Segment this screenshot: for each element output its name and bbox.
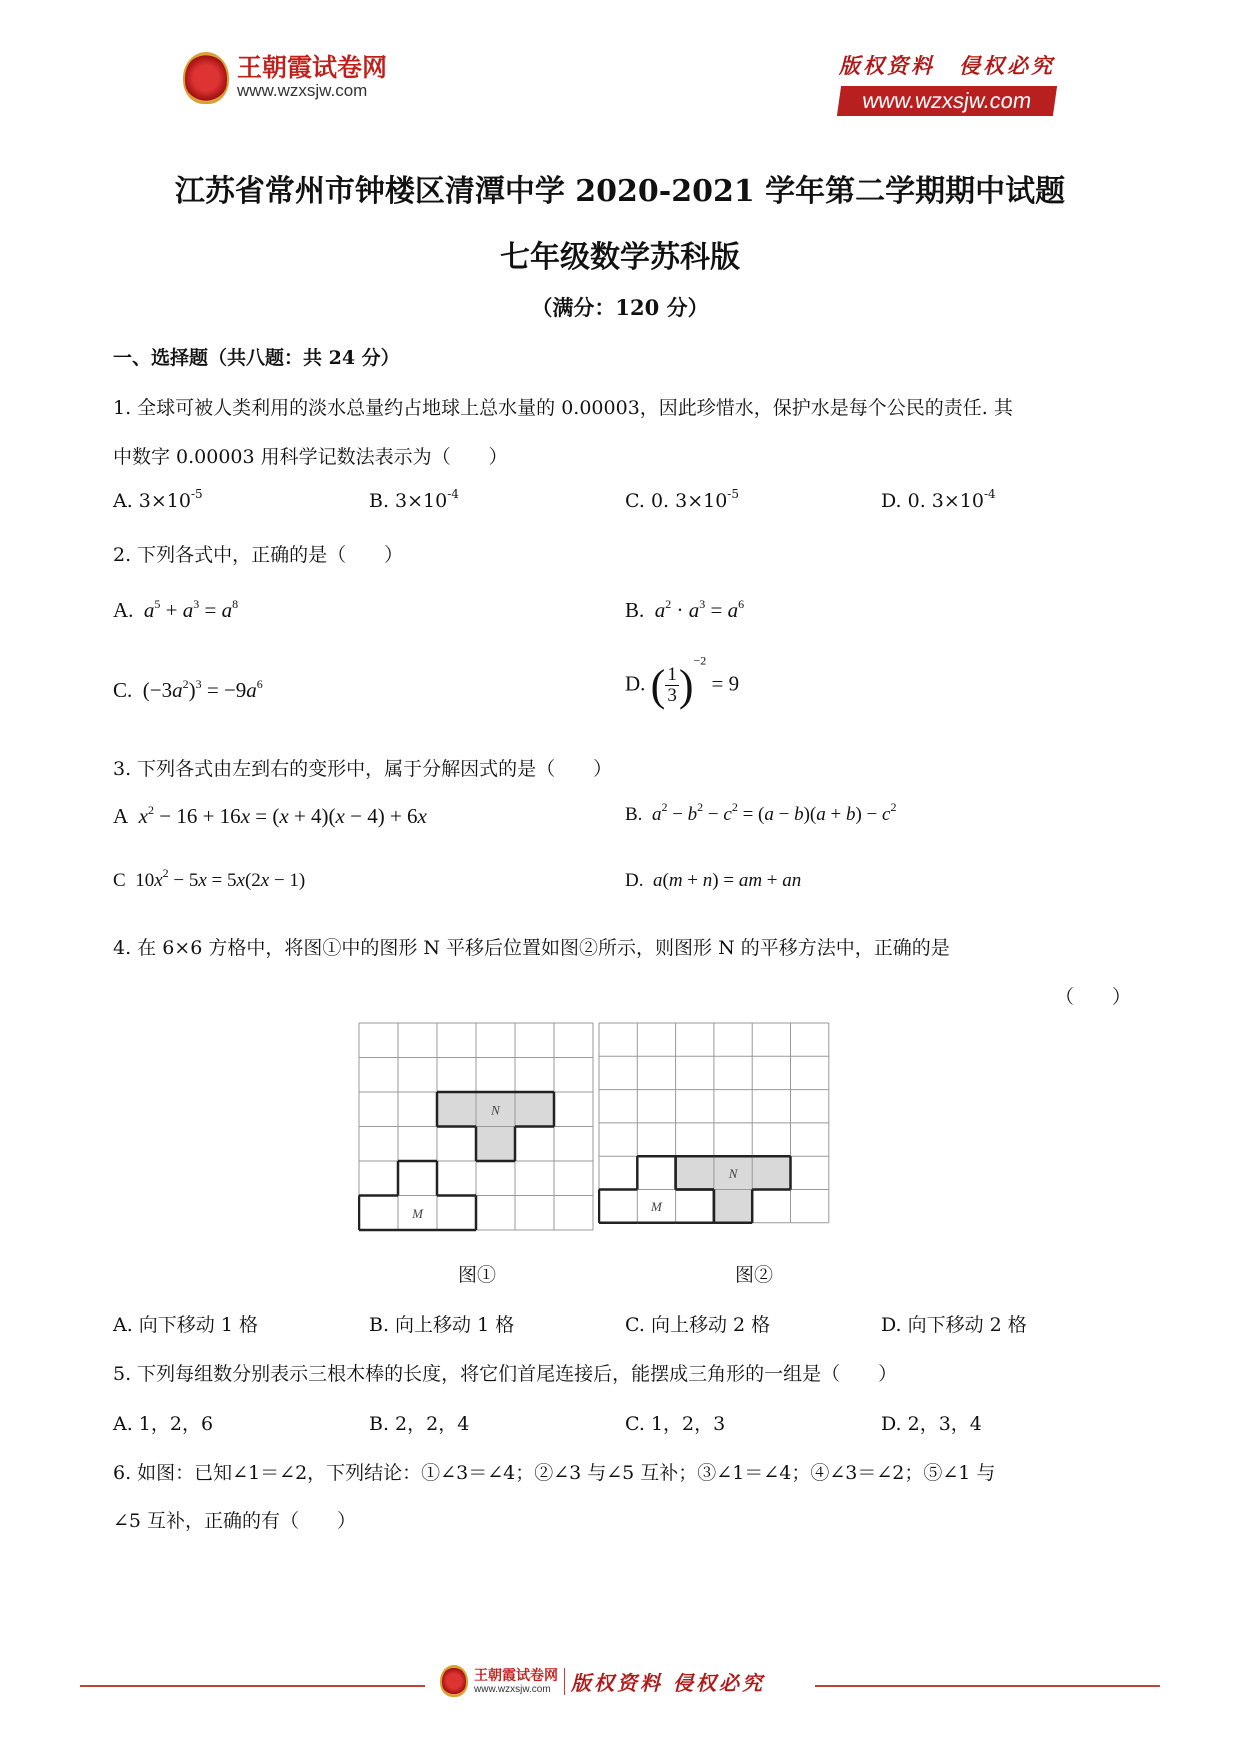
figure-1-caption: 图① bbox=[458, 1264, 497, 1286]
shaded-cell bbox=[676, 1156, 714, 1189]
seal-icon bbox=[183, 52, 229, 104]
exam-subtitle: 七年级数学苏科版 bbox=[500, 240, 740, 275]
shaded-cell bbox=[437, 1092, 476, 1127]
option-label: A bbox=[113, 804, 129, 828]
q3-option-a[interactable]: A $x^2 - 16 + 16x = (x + 4)(x - 4) + 6x$ bbox=[113, 803, 427, 828]
exam-title: 江苏省常州市钟楼区清潭中学 2020-2021 学年第二学期期中试题 bbox=[174, 174, 1066, 209]
q6-stem-2: ∠5 互补，正确的有（ ） bbox=[113, 1510, 357, 1532]
footer-brand bbox=[440, 1665, 765, 1697]
copyright-banner bbox=[839, 50, 1055, 116]
section-heading: 一、选择题（共八题：共 24 分） bbox=[113, 347, 400, 369]
brand-logo[interactable] bbox=[183, 52, 387, 104]
shape-m-label: M bbox=[651, 1199, 662, 1215]
q5-stem: 5. 下列每组数分别表示三根木棒的长度，将它们首尾连接后，能摆成三角形的一组是（ ） bbox=[113, 1363, 898, 1385]
q5-option-b[interactable]: B. 2，2，4 bbox=[369, 1413, 470, 1435]
q2-option-c[interactable]: C. $(-3a^2)^3 = -9a^6$ bbox=[113, 677, 263, 702]
option-label: B. bbox=[625, 598, 645, 622]
brand-url[interactable]: www.wzxsjw.com bbox=[237, 81, 368, 100]
option-text: D. 0. 3×10 bbox=[881, 490, 984, 512]
q4-option-d[interactable]: D. 向下移动 2 格 bbox=[881, 1314, 1027, 1336]
q3-option-d[interactable]: D. a(m + n) = am + an bbox=[625, 870, 802, 891]
brand-name: 王朝霞试卷网 bbox=[237, 53, 388, 82]
option-label: B. bbox=[625, 804, 643, 825]
q2-option-b[interactable]: B. $a^2 \cdot a^3 = a^6$ bbox=[625, 597, 745, 622]
shaded-cell bbox=[752, 1156, 790, 1189]
footer-copyright: 版权资料 侵权必究 bbox=[571, 1670, 765, 1695]
exponent: -4 bbox=[984, 487, 996, 501]
q1-stem-2: 中数字 0.00003 用科学记数法表示为（ ） bbox=[113, 446, 508, 468]
q2-option-d[interactable]: D. ( $\frac{1}{3}$ )$^{-2}$ = 9 bbox=[625, 653, 740, 710]
q1-option-c[interactable] bbox=[625, 487, 739, 512]
footer-divider-right bbox=[815, 1685, 1160, 1687]
option-label: D. bbox=[625, 671, 646, 696]
shape-m-label: M bbox=[412, 1205, 423, 1221]
q1-option-d[interactable] bbox=[881, 487, 996, 512]
exponent: -5 bbox=[191, 487, 203, 501]
full-score: （满分：120 分） bbox=[531, 295, 709, 320]
shaded-cell bbox=[714, 1190, 752, 1223]
option-text: B. 3×10 bbox=[369, 490, 448, 512]
exponent: -5 bbox=[727, 487, 739, 501]
q4-option-b[interactable]: B. 向上移动 1 格 bbox=[369, 1314, 515, 1336]
option-label: C. bbox=[113, 678, 133, 702]
figure-2-caption: 图② bbox=[735, 1264, 774, 1286]
footer-url[interactable]: www.wzxsjw.com bbox=[474, 1683, 551, 1695]
shape-n-label: N bbox=[491, 1102, 500, 1118]
exponent: -4 bbox=[447, 487, 459, 501]
seal-icon bbox=[440, 1665, 468, 1697]
q4-stem: 4. 在 6×6 方格中，将图①中的图形 N 平移后位置如图②所示，则图形 N 的平移方法中，正确的是 bbox=[113, 937, 950, 959]
q5-option-a[interactable]: A. 1，2，6 bbox=[113, 1413, 214, 1435]
grid-figure-1 bbox=[358, 1022, 594, 1232]
q5-option-d[interactable]: D. 2，3，4 bbox=[881, 1413, 982, 1435]
copyright-text: 版权资料 侵权必究 bbox=[839, 53, 1055, 78]
shaded-cell bbox=[476, 1127, 515, 1162]
footer-brand-name: 王朝霞试卷网 bbox=[474, 1667, 558, 1684]
option-text: C. 0. 3×10 bbox=[625, 490, 728, 512]
shape-n-label: N bbox=[728, 1165, 738, 1181]
option-label: A. bbox=[113, 598, 134, 622]
q6-stem-1: 6. 如图：已知∠1＝∠2，下列结论：①∠3＝∠4；②∠3 与∠5 互补；③∠1＝∠4；④∠3＝∠2；⑤∠1 与 bbox=[113, 1462, 996, 1484]
q4-answer-paren: （ ） bbox=[1055, 986, 1132, 1008]
footer-divider-left bbox=[80, 1685, 425, 1687]
q1-stem-1: 1. 全球可被人类利用的淡水总量约占地球上总水量的 0.00003，因此珍惜水，保护水是每个公民的责任. 其 bbox=[113, 397, 1013, 419]
grid-figure-2 bbox=[598, 1022, 830, 1226]
q4-option-a[interactable]: A. 向下移动 1 格 bbox=[113, 1314, 258, 1336]
q4-option-c[interactable]: C. 向上移动 2 格 bbox=[625, 1314, 771, 1336]
shaded-cell bbox=[515, 1092, 554, 1127]
q1-option-b[interactable] bbox=[369, 487, 459, 512]
option-label: C bbox=[113, 870, 126, 891]
q5-option-c[interactable]: C. 1，2，3 bbox=[625, 1413, 726, 1435]
q1-option-a[interactable] bbox=[113, 487, 203, 512]
option-label: D. bbox=[625, 870, 644, 891]
q2-option-a[interactable]: A. $a^5 + a^3 = a^8$ bbox=[113, 597, 239, 622]
copyright-url[interactable]: www.wzxsjw.com bbox=[837, 86, 1057, 116]
q3-option-c[interactable]: C $10x^2 - 5x = 5x(2x - 1)$ bbox=[113, 866, 306, 891]
q3-stem: 3. 下列各式由左到右的变形中，属于分解因式的是（ ） bbox=[113, 758, 613, 780]
q2-stem: 2. 下列各式中，正确的是（ ） bbox=[113, 544, 404, 566]
option-text: A. 3×10 bbox=[113, 490, 191, 512]
q3-option-b[interactable]: B. $a^2 - b^2 - c^2 = (a - b)(a + b) - c^2$ bbox=[625, 800, 897, 825]
